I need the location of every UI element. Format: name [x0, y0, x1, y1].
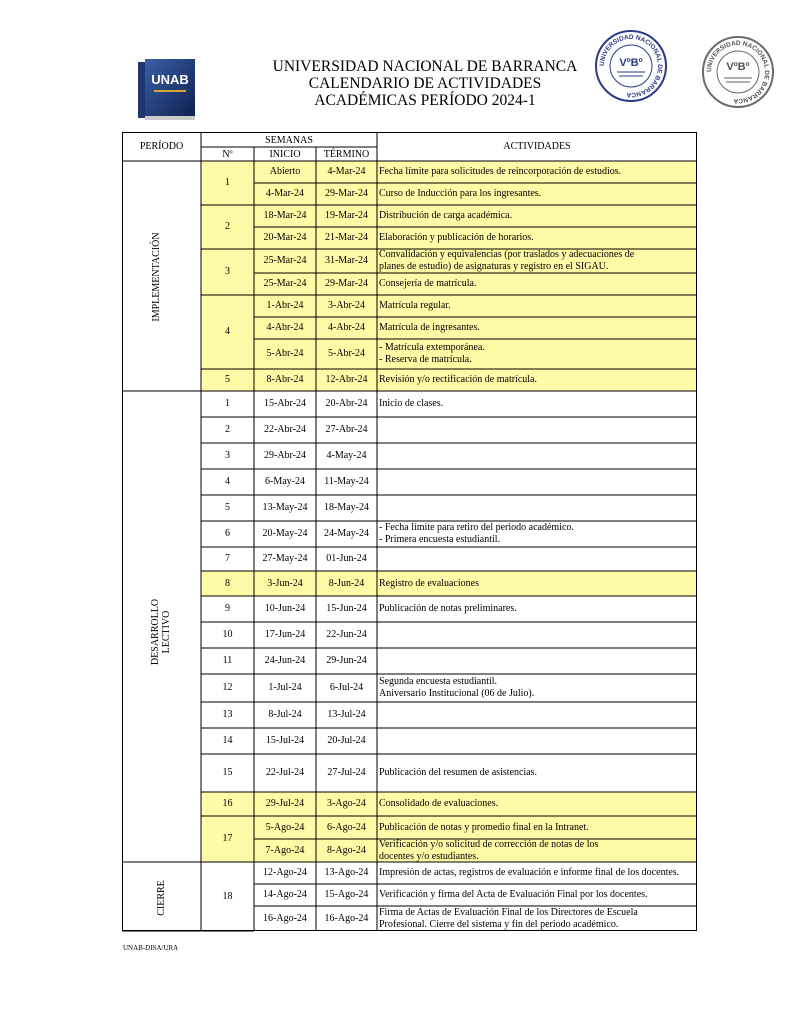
period-label-desarrollo-lectivo: DESARROLLO LECTIVO	[150, 598, 172, 666]
end-date: 3-Ago-24	[327, 798, 366, 809]
week-number: 12	[222, 682, 233, 693]
start-date: 8-Abr-24	[266, 374, 304, 385]
end-date: 5-Abr-24	[327, 348, 365, 359]
start-date: 15-Jul-24	[265, 735, 305, 746]
week-number: 18	[222, 890, 233, 902]
start-date: 25-Mar-24	[263, 255, 307, 266]
end-date: 12-Abr-24	[325, 374, 368, 385]
header-periodo: PERÍODO	[139, 141, 184, 152]
start-date: 4-Abr-24	[266, 322, 304, 333]
end-date: 4-Abr-24	[327, 322, 365, 333]
week-number: 9	[225, 603, 230, 614]
period-label-implementacion: IMPLEMENTACIÓN	[151, 232, 162, 322]
start-date: 5-Ago-24	[265, 821, 305, 833]
start-date: 17-Jun-24	[264, 629, 306, 640]
end-date: 16-Ago-24	[324, 912, 369, 924]
start-date: 8-Jul-24	[268, 709, 302, 720]
week-number: 3	[225, 266, 230, 277]
university-logo	[136, 58, 198, 122]
document-title	[260, 58, 590, 109]
approval-seal-right	[700, 34, 776, 110]
week-number: 6	[225, 528, 230, 539]
start-date: 5-Abr-24	[266, 348, 304, 359]
end-date: 3-Abr-24	[327, 300, 365, 311]
activity-text: Verificación y firma del Acta de Evaluación Final por los docentes.	[379, 889, 648, 900]
week-number: 16	[222, 798, 233, 809]
calendar-table	[122, 132, 697, 940]
start-date: 14-Ago-24	[263, 889, 307, 900]
start-date: 15-Abr-24	[263, 398, 306, 409]
activity-text: Publicación de notas preliminares.	[379, 603, 517, 614]
end-date: 6-Ago-24	[327, 821, 366, 833]
start-date: 25-Mar-24	[263, 278, 307, 289]
end-date: 8-Jun-24	[328, 577, 365, 589]
start-date: 29-Jul-24	[265, 798, 305, 809]
start-date: 24-Jun-24	[264, 655, 306, 666]
activity-text: - Reserva de matrícula.	[379, 354, 472, 365]
start-date: 16-Ago-24	[263, 912, 307, 924]
start-date: 29-Abr-24	[263, 450, 306, 461]
activity-text: Publicación de notas y promedio final en la Intranet.	[379, 821, 589, 833]
end-date: 13-Jul-24	[327, 709, 366, 720]
seal-right-text: UNIVERSIDAD NACIONAL DE BARRANCA	[705, 39, 771, 105]
week-number: 1	[225, 177, 230, 188]
svg-text:VºBº: VºBº	[619, 57, 643, 69]
week-number: 4	[225, 326, 230, 337]
week-number: 5	[225, 502, 230, 513]
activity-text: planes de estudio) de asignaturas y registro en el SIGAU.	[379, 261, 609, 272]
start-date: 12-Ago-24	[263, 867, 307, 878]
start-date: 10-Jun-24	[264, 603, 306, 614]
activity-text: Consejería de matrícula.	[379, 278, 477, 289]
week-number: 13	[222, 709, 233, 720]
week-number: 15	[222, 767, 233, 778]
week-number: 17	[222, 833, 233, 844]
end-date: 01-Jun-24	[326, 553, 367, 564]
activity-text: Fecha límite para solicitudes de reincorporación de estudios.	[379, 166, 622, 177]
activity-text: Registro de evaluaciones	[379, 577, 479, 589]
week-number: 2	[225, 424, 230, 435]
activity-text: Distribución de carga académica.	[379, 210, 513, 221]
start-date: 7-Ago-24	[265, 844, 305, 856]
start-date: 4-Mar-24	[265, 188, 305, 199]
title-line-2: CALENDARIO DE ACTIVIDADES	[308, 75, 542, 92]
activity-text: Consolidado de evaluaciones.	[379, 798, 499, 809]
approval-seal-left	[593, 28, 669, 104]
end-date: 8-Ago-24	[327, 844, 366, 856]
end-date: 27-Abr-24	[325, 424, 368, 435]
start-date: 13-May-24	[262, 502, 308, 513]
title-line-3: ACADÉMICAS PERÍODO 2024-1	[314, 92, 536, 109]
start-date: 6-May-24	[265, 476, 305, 487]
end-date: 15-Jun-24	[326, 603, 367, 614]
week-number: 3	[225, 450, 230, 461]
end-date: 22-Jun-24	[326, 629, 367, 640]
end-date: 24-May-24	[324, 528, 369, 539]
period-label-cierre: CIERRE	[156, 880, 167, 916]
week-number: 7	[225, 553, 230, 564]
activity-text: Aniversario Institucional (06 de Julio).	[379, 688, 535, 699]
logo-text: UNAB	[151, 72, 189, 87]
header-semanas: SEMANAS	[265, 135, 313, 146]
start-date: 22-Jul-24	[265, 767, 305, 778]
title-line-1: UNIVERSIDAD NACIONAL DE BARRANCA	[272, 58, 578, 75]
start-date: 1-Jul-24	[268, 682, 302, 693]
seal-left-text: UNIVERSIDAD NACIONAL DE BARRANCA	[598, 33, 664, 99]
activity-text: - Primera encuesta estudiantil.	[379, 534, 501, 545]
end-date: 15-Ago-24	[324, 889, 369, 900]
end-date: 31-Mar-24	[324, 255, 369, 266]
header-numero: Nº	[222, 149, 233, 160]
end-date: 6-Jul-24	[329, 682, 364, 693]
end-date: 11-May-24	[324, 476, 369, 487]
end-date: 27-Jul-24	[327, 767, 366, 778]
start-date: 20-Mar-24	[263, 232, 307, 243]
activity-text: Curso de Inducción para los ingresantes.	[379, 188, 542, 199]
activity-text: - Matrícula extemporánea.	[379, 342, 485, 353]
week-number: 4	[225, 476, 230, 487]
activity-text: Convalidación y equivalencias (por traslados y adecuaciones de	[379, 249, 635, 260]
document-code: UNAB-DISA/URA	[123, 944, 179, 952]
start-date: Abierto	[269, 166, 301, 177]
week-number: 8	[225, 577, 230, 589]
activity-text: Revisión y/o rectificación de matrícula.	[379, 374, 537, 385]
header-termino: TÉRMINO	[323, 149, 370, 160]
week-number: 14	[222, 735, 233, 746]
start-date: 27-May-24	[262, 553, 308, 564]
end-date: 4-May-24	[326, 450, 367, 461]
end-date: 4-Mar-24	[327, 166, 366, 177]
week-number: 11	[222, 655, 233, 666]
week-number: 5	[225, 374, 230, 385]
activity-text: Matrícula de ingresantes.	[379, 322, 480, 333]
end-date: 19-Mar-24	[324, 210, 369, 221]
end-date: 20-Abr-24	[325, 398, 368, 409]
start-date: 22-Abr-24	[263, 424, 306, 435]
end-date: 29-Mar-24	[324, 278, 369, 289]
activity-text: Matrícula regular.	[379, 300, 451, 311]
start-date: 3-Jun-24	[267, 577, 303, 589]
end-date: 13-Ago-24	[324, 867, 369, 878]
header-inicio: INICIO	[269, 149, 301, 160]
end-date: 29-Jun-24	[326, 655, 367, 666]
activity-text: Verificación y/o solicitud de corrección de notas de los	[379, 838, 599, 850]
activity-text: Profesional. Cierre del sistema y fin del periodo académico.	[379, 918, 619, 930]
activity-text: - Fecha límite para retiro del periodo académico.	[379, 522, 574, 533]
end-date: 20-Jul-24	[327, 735, 366, 746]
week-number: 10	[222, 629, 233, 640]
activity-text: Segunda encuesta estudiantil.	[379, 676, 498, 687]
header-actividades: ACTIVIDADES	[503, 141, 571, 152]
week-number: 2	[225, 221, 230, 232]
start-date: 1-Abr-24	[266, 300, 304, 311]
end-date: 21-Mar-24	[324, 232, 369, 243]
activity-text: Elaboración y publicación de horarios.	[379, 232, 534, 243]
activity-text: Publicación del resumen de asistencias.	[379, 767, 538, 778]
activity-text: docentes y/o estudiantes.	[379, 850, 479, 862]
week-number: 1	[225, 398, 230, 409]
end-date: 18-May-24	[324, 502, 369, 513]
activity-text: Inicio de clases.	[379, 398, 444, 409]
svg-text:VºBº: VºBº	[726, 61, 750, 73]
activity-text: Firma de Actas de Evaluación Final de los Directores de Escuela	[379, 906, 638, 918]
activity-text: Impresión de actas, registros de evaluación e informe final de los docentes.	[379, 867, 680, 878]
start-date: 20-May-24	[262, 528, 308, 539]
end-date: 29-Mar-24	[324, 188, 369, 199]
start-date: 18-Mar-24	[263, 210, 307, 221]
